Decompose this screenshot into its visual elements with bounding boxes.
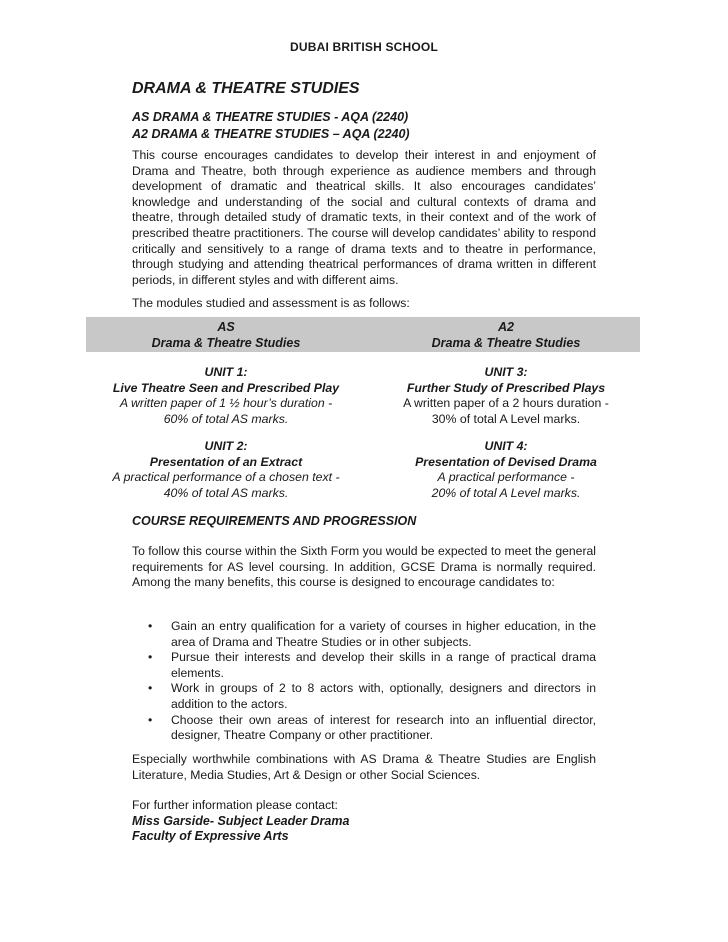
list-item (146, 713, 596, 744)
bullet-icon: • (148, 712, 153, 727)
requirements-paragraph: To follow this course within the Sixth Form you would be expected to meet the general requirements for AS level coursing. In addition, GCSE Drama is normally required. Among the many benefits, this course is designed to encourage candidates to: (132, 544, 596, 590)
list-item-text: Choose their own areas of interest for research into an influential director, designer, Theatre Company or other practitioner. (171, 712, 596, 743)
a2-column-header (378, 319, 634, 351)
unit-number: UNIT 3: (484, 365, 528, 379)
unit-name: Presentation of Devised Drama (415, 454, 597, 469)
combinations-paragraph: Especially worthwhile combinations with AS Drama & Theatre Studies are English Literature, Media Studies, Art & Design or other Social Sciences. (132, 752, 596, 782)
a2-course-subtitle: A2 DRAMA & THEATRE STUDIES – AQA (2240) (132, 127, 410, 141)
unit-assessment: A written paper of 1 ½ hour’s duration - (119, 396, 333, 410)
unit-weighting: 60% of total AS marks. (163, 411, 289, 426)
as-subject-label: Drama & Theatre Studies (151, 336, 301, 350)
list-item-text: Work in groups of 2 to 8 actors with, optionally, designers and directors in addition to the actors. (171, 681, 596, 711)
modules-intro: The modules studied and assessment is as follows: (132, 296, 410, 310)
unit-name: Live Theatre Seen and Prescribed Play (112, 380, 340, 395)
unit-weighting: 20% of total A Level marks. (431, 485, 581, 500)
list-item-text: Pursue their interests and develop their skills in a range of practical drama elements. (171, 650, 596, 680)
unit-name: Further Study of Prescribed Plays (406, 380, 606, 395)
bullet-icon: • (148, 681, 153, 696)
intro-paragraph: This course encourages candidates to develop their interest in and enjoyment of Drama and Theatre, both through experience as audience members and through development of dramatic and theatrical skills. It also encourages candidates’ knowledge and understanding of the social and cultural contexts of drama and theatre, through detailed study of dramatic texts, in their context and of the work of prescribed theatre practitioners. The course will develop candidates’ ability to respond critically and sensitively to a range of drama texts and to theatre in performance, through studying and attending theatrical performances of drama written in different periods, in different styles and with different aims. (132, 148, 596, 287)
contact-intro: For further information please contact: (132, 798, 338, 812)
unit-name: Presentation of an Extract (149, 454, 303, 469)
list-item (146, 650, 596, 681)
bullet-icon: • (148, 619, 153, 633)
unit-assessment: A written paper of a 2 hours duration - (403, 396, 609, 410)
unit-3-cell (378, 365, 634, 427)
unit-weighting: 30% of total A Level marks. (431, 411, 581, 426)
as-level-label: AS (217, 320, 235, 334)
unit-assessment: A practical performance - (437, 470, 575, 484)
as-column-header (96, 319, 356, 351)
page-title: DRAMA & THEATRE STUDIES (132, 80, 360, 97)
contact-faculty: Faculty of Expressive Arts (132, 829, 289, 843)
unit-1-cell (86, 365, 366, 427)
a2-level-label: A2 (498, 320, 514, 334)
list-item (146, 681, 596, 712)
bullet-icon: • (148, 650, 153, 665)
unit-weighting: 40% of total AS marks. (163, 485, 289, 500)
requirements-heading: COURSE REQUIREMENTS AND PROGRESSION (132, 514, 417, 528)
unit-assessment: A practical performance of a chosen text - (112, 470, 340, 484)
unit-4-cell (378, 439, 634, 501)
school-header: DUBAI BRITISH SCHOOL (290, 40, 438, 54)
unit-2-cell (86, 439, 366, 501)
list-item (146, 619, 596, 650)
contact-name: Miss Garside- Subject Leader Drama (132, 814, 350, 828)
benefits-list (146, 619, 596, 744)
a2-subject-label: Drama & Theatre Studies (431, 336, 581, 350)
unit-number: UNIT 2: (204, 439, 248, 453)
unit-number: UNIT 1: (204, 365, 248, 379)
list-item-text: Gain an entry qualification for a variety of courses in higher education, in the area of Drama and Theatre Studies or in other subjects. (171, 619, 596, 649)
as-course-subtitle: AS DRAMA & THEATRE STUDIES - AQA (2240) (132, 110, 409, 124)
unit-number: UNIT 4: (484, 439, 528, 453)
